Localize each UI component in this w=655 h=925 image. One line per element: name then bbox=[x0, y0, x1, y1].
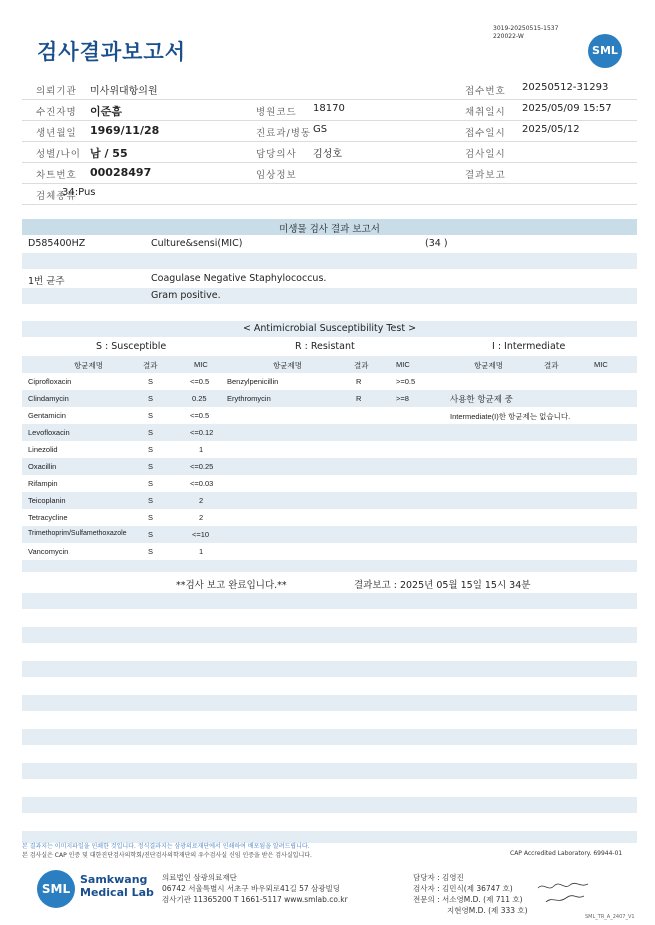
micro-section-header: 미생물 검사 결과 보고서 bbox=[22, 219, 637, 235]
header-row-2: 수진자명 이준흠 병원코드 18170 채취일시 2025/05/09 15:57 bbox=[22, 100, 637, 121]
accreditation-notice: 본 검사실은 CAP 인증 및 대한진단검사의학회/진단검사의학재단의 우수검사실 신임 인증을 받은 검사실입니다. bbox=[22, 852, 312, 859]
chart-number: 00028497 bbox=[90, 166, 152, 179]
department: GS bbox=[313, 124, 328, 135]
header-row-3: 생년월일 1969/11/28 진료과/병동 GS 접수일시 2025/05/12 bbox=[22, 121, 637, 142]
blank-band bbox=[22, 763, 637, 779]
completion-message: **검사 보고 완료입니다.** bbox=[176, 580, 287, 591]
test-name: Culture&sensi(MIC) bbox=[151, 238, 243, 249]
specimen-type: 34:Pus bbox=[62, 187, 96, 198]
doctor-name: 김성호 bbox=[313, 149, 342, 160]
legend-intermediate: I : Intermediate bbox=[492, 341, 566, 352]
blank-band bbox=[22, 729, 637, 745]
test-code: D585400HZ bbox=[28, 238, 86, 249]
sex-age: 남 / 55 bbox=[90, 147, 128, 160]
table-row: Oxacillin S <=0.25 bbox=[22, 458, 637, 475]
receipt-number: 20250512-31293 bbox=[522, 82, 609, 93]
blank-band bbox=[22, 661, 637, 677]
samkwang-logo-icon: SML bbox=[37, 870, 75, 908]
table-row: Teicoplanin S 2 bbox=[22, 492, 637, 509]
blank-band bbox=[22, 560, 637, 572]
intermediate-note-2: Intermediate(I)한 항균제는 없습니다. bbox=[450, 412, 571, 421]
table-row: Ciprofloxacin S <=0.5 Benzylpenicillin R >=0.5 bbox=[28, 377, 416, 386]
table-row: Tetracycline S 2 bbox=[28, 513, 204, 522]
blank-band bbox=[22, 253, 637, 269]
image-print-notice: 본 결과지는 이미지파일을 인쇄한 것입니다. 정식결과지는 삼광의료재단에서 인쇄하여 배포됨을 알려드립니다. bbox=[22, 843, 310, 850]
ast-column-headers: 항균제명 결과 MIC 항균제명 결과 MIC 항균제명 결과 MIC bbox=[22, 356, 637, 373]
table-row: Gentamicin S <=0.5 Intermediate(I)한 항균제는 없습니다. bbox=[28, 411, 571, 421]
header-row-6: 검체종류 34:Pus bbox=[22, 184, 637, 205]
lab-address: 의료법인 삼광의료재단 06742 서울특별시 서초구 바우뫼로41길 57 삼광빌딩 검사기관 11365200 T 1661-5117 www.smlab.co.kr bbox=[162, 873, 348, 904]
report-time: 결과보고 : 2025년 05월 15일 15시 34분 bbox=[354, 580, 531, 591]
birth-date: 1969/11/28 bbox=[90, 124, 160, 137]
table-row: Linezolid S 1 bbox=[28, 445, 204, 454]
legend-resistant: R : Resistant bbox=[295, 341, 355, 352]
legend-susceptible: S : Susceptible bbox=[96, 341, 167, 352]
institution-value: 미사위대항의원 bbox=[90, 86, 158, 97]
table-row: Trimethoprim/Sulfamethoxazole S <=10 bbox=[22, 526, 637, 543]
document-id: 3019-20250515-1537 220022-W bbox=[493, 25, 559, 40]
intermediate-note-1: 사용한 항균제 중 bbox=[450, 395, 513, 405]
gram-stain: Gram positive. bbox=[151, 290, 221, 301]
blank-band bbox=[22, 695, 637, 711]
form-code: SML_TR_A_2407_V1 bbox=[585, 914, 635, 920]
patient-name: 이준흠 bbox=[90, 105, 122, 118]
organism-label: 1번 균주 bbox=[28, 276, 65, 287]
page-title: 검사결과보고서 bbox=[37, 40, 187, 64]
sml-logo: SML bbox=[588, 34, 622, 68]
header-row-5: 차트번호 00028497 임상정보 결과보고 bbox=[22, 163, 637, 184]
table-row: Rifampin S <=0.03 bbox=[28, 479, 214, 488]
table-row: Vancomycin S 1 bbox=[28, 547, 204, 556]
receipt-date: 2025/05/12 bbox=[522, 124, 580, 135]
header-row-1: 의뢰기관 미사위대항의원 접수번호 20250512-31293 bbox=[22, 79, 637, 100]
blank-band bbox=[22, 627, 637, 643]
samkwang-brand: Samkwang Medical Lab bbox=[80, 873, 154, 899]
blank-band bbox=[22, 797, 637, 813]
cap-accreditation: CAP Accredited Laboratory. 69944-01 bbox=[510, 850, 623, 857]
organism-row bbox=[22, 271, 637, 287]
table-row: Clindamycin S 0.25 Erythromycin R >=8 사용한 항균제 중 bbox=[22, 390, 637, 407]
organism-name: Coagulase Negative Staphylococcus. bbox=[151, 273, 327, 284]
header-row-4: 성별/나이 남 / 55 담당의사 김성호 검사일시 bbox=[22, 142, 637, 163]
completion-row bbox=[22, 575, 637, 591]
signature-image bbox=[536, 878, 592, 908]
gram-row bbox=[22, 288, 637, 304]
blank-band bbox=[22, 593, 637, 609]
ast-title: < Antimicrobial Susceptibility Test > bbox=[242, 323, 417, 334]
ast-title-row bbox=[22, 321, 637, 337]
table-row: Levofloxacin S <=0.12 bbox=[22, 424, 637, 441]
collection-datetime: 2025/05/09 15:57 bbox=[522, 103, 612, 114]
test-number: (34 ) bbox=[425, 238, 448, 249]
micro-test-row bbox=[22, 236, 637, 252]
staff-list: 담당자 : 김영진 검사자 : 김민식(제 36747 호) 전문의 : 서소영M.D. (제 711 호) 지현영M.D. (제 333 호) bbox=[413, 873, 528, 915]
ast-legend-row bbox=[22, 339, 637, 355]
hospital-code: 18170 bbox=[313, 103, 345, 114]
